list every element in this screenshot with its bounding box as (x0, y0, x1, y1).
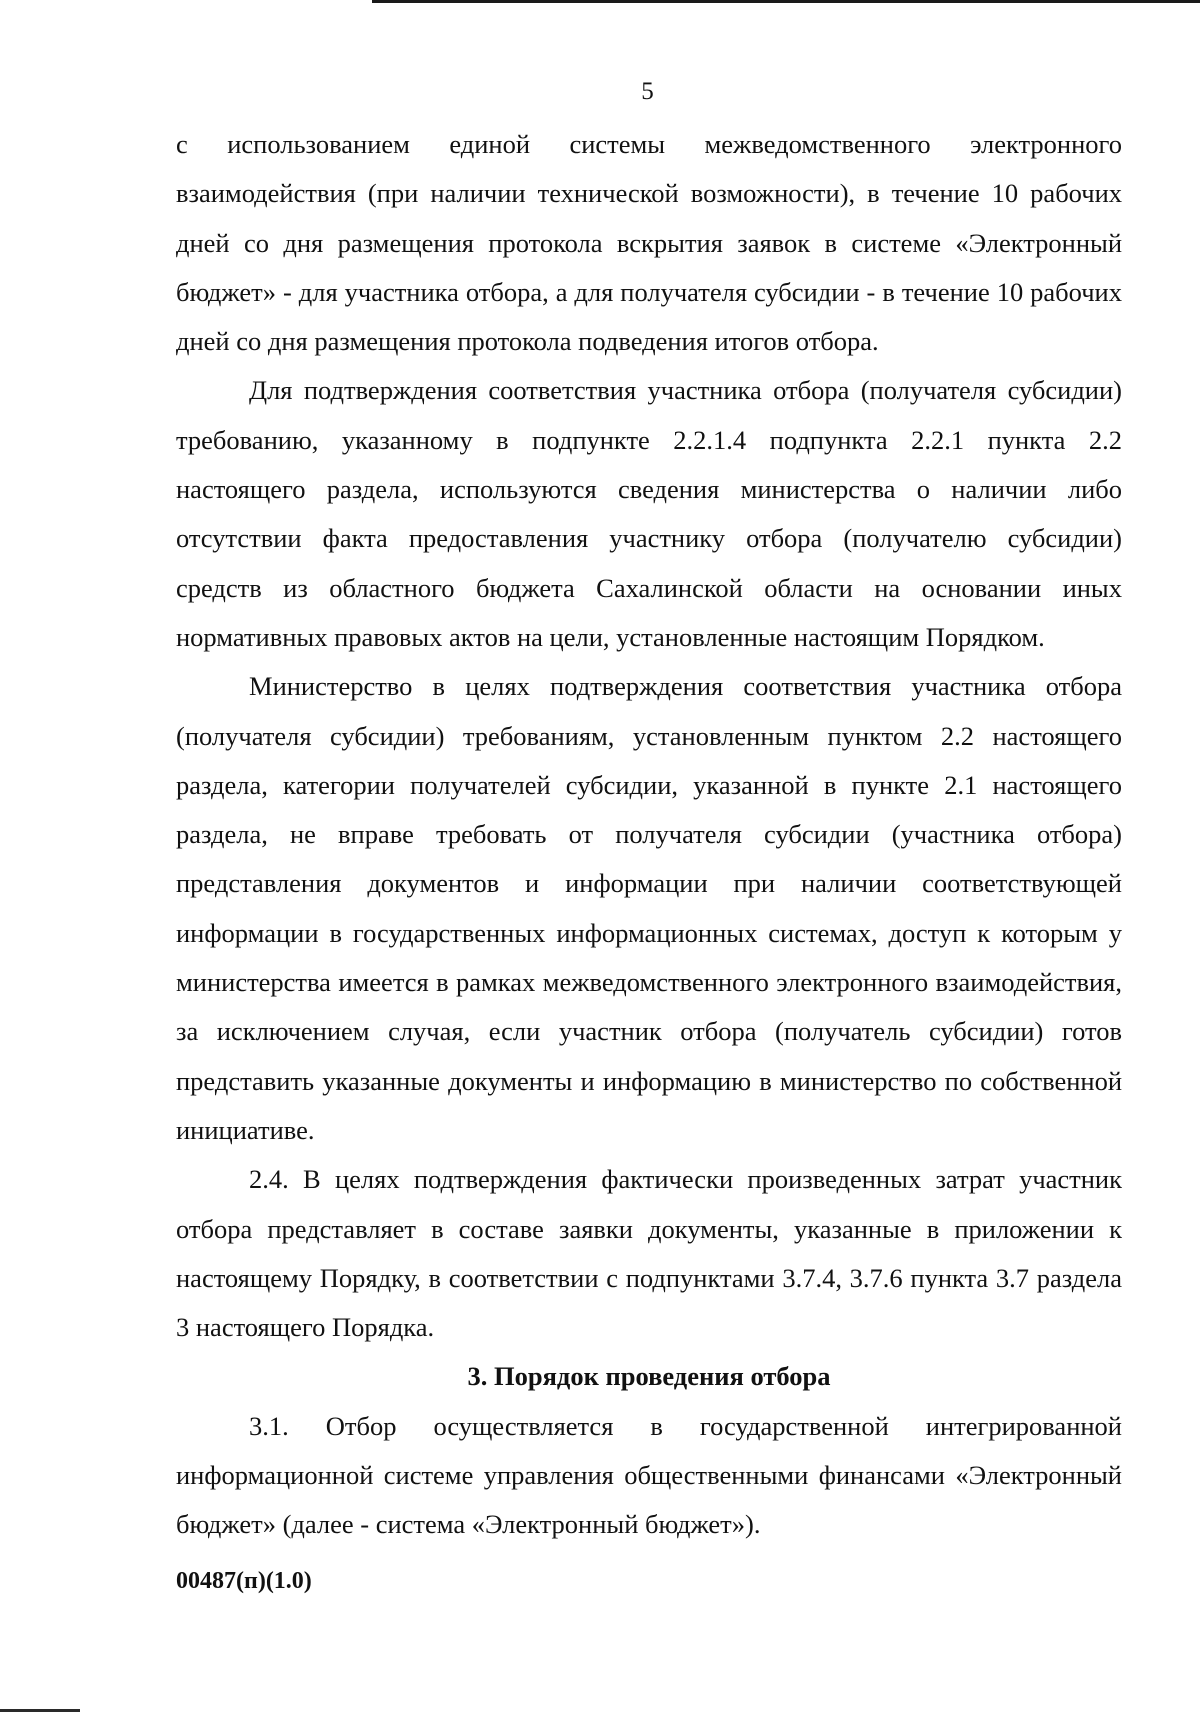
section-heading: 3. Порядок проведения отбора (467, 1361, 831, 1392)
top-scan-border (372, 0, 1200, 3)
bottom-scan-border (0, 1709, 80, 1712)
page-number: 5 (641, 78, 654, 105)
document-code: 00487(п)(1.0) (176, 1568, 312, 1594)
paragraph-3-1-selection: 3.1. Отбор осуществляется в государственной интегрированной информационной системе управления общественными финансами «Электронный бюджет» (далее - система «Электронный бюджет»). (176, 1410, 1122, 1540)
paragraph-ministry-requirements: Министерство в целях подтверждения соответствия участника отбора (получателя субсидии) требованиям, установленным пунктом 2.2 настоящего раздела, категории получателей субсидии, указанной в пункте 2.1 настоящего раздела, не вправе требовать от получателя субсидии (участника отбора) представления документов и информации при наличии соответствующей информации в государственных информационных системах, доступ к которым у министерства имеется в рамках межведомственного электронного взаимодействия, за исключением случая, если участник отбора (получатель субсидии) готов представить указанные документы и информацию в министерство по собственной инициативе. (176, 671, 1122, 1145)
paragraph-2-4-costs: 2.4. В целях подтверждения фактически произведенных затрат участник отбора представляет в составе заявки документы, указанные в приложении к настоящему Порядку, в соответствии с подпунктами 3.7.4, 3.7.6 пункта 3.7 раздела 3 настоящего Порядка. (176, 1164, 1122, 1343)
document-body (176, 120, 1122, 1550)
paragraph-confirmation-compliance: Для подтверждения соответствия участника отбора (получателя субсидии) требованию, указанному в подпункте 2.2.1.4 подпункта 2.2.1 пункта 2.2 настоящего раздела, используются сведения министерства о наличии либо отсутствии факта предоставления участнику отбора (получателю субсидии) средств из областного бюджета Сахалинской области на основании иных нормативных правовых актов на цели, установленные настоящим Порядком. (176, 375, 1122, 652)
paragraph-continuation: с использованием единой системы межведомственного электронного взаимодействия (при наличии технической возможности), в течение 10 рабочих дней со дня размещения протокола вскрытия заявок в системе «Электронный бюджет» - для участника отбора, а для получателя субсидии - в течение 10 рабочих дней со дня размещения протокола подведения итогов отбора. (176, 129, 1122, 357)
